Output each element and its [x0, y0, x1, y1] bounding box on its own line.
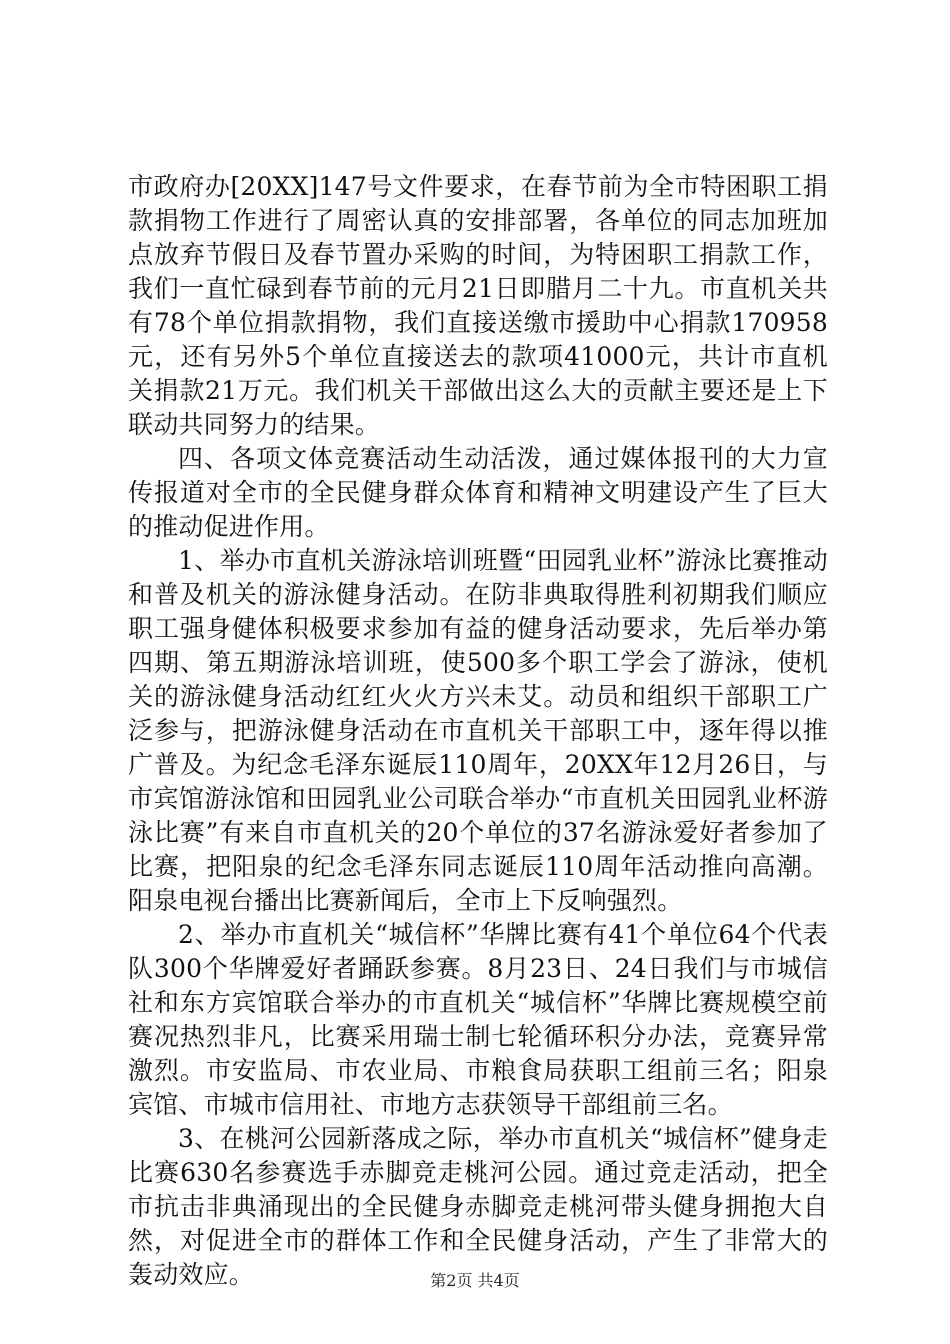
document-body	[128, 170, 828, 1292]
paragraph-swimming-event: 1、举办市直机关游泳培训班暨“田园乳业杯”游泳比赛推动和普及机关的游泳健身活动。在防非典取得胜利初期我们顺应职工强身健体积极要求参加有益的健身活动要求，先后举办第四期、第五期游泳培训班，使500多个职工学会了游泳，使机关的游泳健身活动红红火火方兴未艾。动员和组织干部职工广泛参与，把游泳健身活动在市直机关干部职工中，逐年得以推广普及。为纪念毛泽东诞辰110周年，20XX年12月26日，与市宾馆游泳馆和田园乳业公司联合举办“市直机关田园乳业杯游泳比赛”有来自市直机关的20个单位的37名游泳爱好者参加了比赛，把阳泉的纪念毛泽东同志诞辰110周年活动推向高潮。阳泉电视台播出比赛新闻后，全市上下反响强烈。	[128, 546, 828, 915]
paragraph-walking-event: 3、在桃河公园新落成之际，举办市直机关“城信杯”健身走比赛630名参赛选手赤脚竞走桃河公园。通过竞走活动，把全市抗击非典涌现出的全民健身赤脚竞走桃河带头健身拥抱大自然，对促进全市的群体工作和全民健身活动，产生了非常大的轰动效应。	[128, 1124, 828, 1289]
paragraph-card-game-event: 2、举办市直机关“城信杯”华牌比赛有41个单位64个代表队300个华牌爱好者踊跃参赛。8月23日、24日我们与市城信社和东方宾馆联合举办的市直机关“城信杯”华牌比赛规模空前赛况热烈非凡，比赛采用瑞士制七轮循环积分办法，竞赛异常激烈。市安监局、市农业局、市粮食局获职工组前三名；阳泉宾馆、市城市信用社、市地方志获领导干部组前三名。	[128, 920, 828, 1119]
paragraph-section-four-heading: 四、各项文体竞赛活动生动活泼，通过媒体报刊的大力宣传报道对全市的全民健身群众体育和精神文明建设产生了巨大的推动促进作用。	[128, 444, 828, 541]
paragraph-donation-summary: 市政府办[20XX]147号文件要求，在春节前为全市特困职工捐款捐物工作进行了周密认真的安排部署，各单位的同志加班加点放弃节假日及春节置办采购的时间，为特困职工捐款工作，我们一直忙碌到春节前的元月21日即腊月二十九。市直机关共有78个单位捐款捐物，我们直接送缴市援助中心捐款170958元，还有另外5个单位直接送去的款项41000元，共计市直机关捐款21万元。我们机关干部做出这么大的贡献主要还是上下联动共同努力的结果。	[128, 172, 828, 439]
page-footer: 第2页 共4页	[430, 1271, 520, 1290]
